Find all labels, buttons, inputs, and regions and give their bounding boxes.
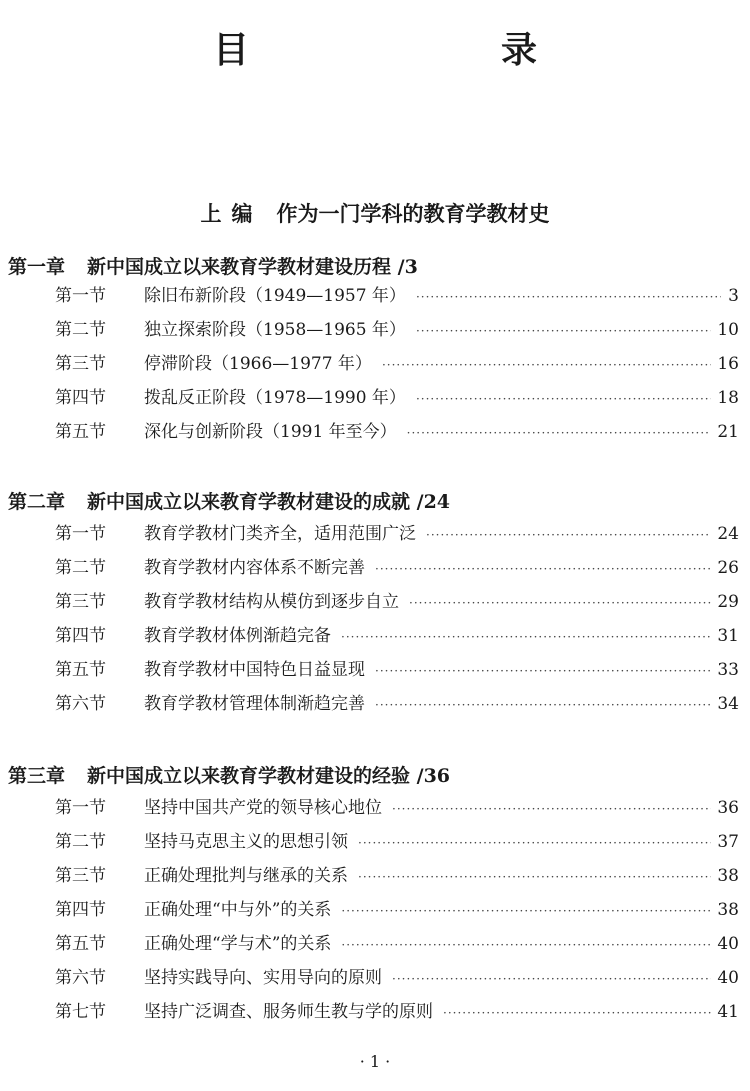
section-title: 坚持中国共产党的领导核心地位 bbox=[144, 798, 382, 818]
section-label: 第七节 bbox=[55, 1002, 106, 1022]
toc-entry[interactable] bbox=[55, 929, 739, 959]
section-title: 正确处理批判与继承的关系 bbox=[144, 866, 348, 886]
page-number: 41 bbox=[717, 1002, 739, 1022]
toc-entry[interactable] bbox=[55, 587, 739, 617]
section-title: 坚持广泛调查、服务师生教与学的原则 bbox=[144, 1002, 433, 1022]
toc-entry[interactable] bbox=[55, 793, 739, 823]
chapter-label: 第一章 bbox=[8, 256, 66, 278]
toc-entry[interactable] bbox=[55, 861, 739, 891]
toc-entry[interactable] bbox=[55, 281, 739, 311]
section-label: 第二节 bbox=[55, 832, 106, 852]
page-number: 36 bbox=[717, 798, 739, 818]
section-label: 第三节 bbox=[55, 592, 106, 612]
toc-entry[interactable] bbox=[55, 621, 739, 651]
dot-leader bbox=[392, 802, 711, 816]
section-title: 坚持马克思主义的思想引领 bbox=[144, 832, 348, 852]
section-title: 坚持实践导向、实用导向的原则 bbox=[144, 968, 382, 988]
page-number: 38 bbox=[717, 900, 739, 920]
section-label: 第三节 bbox=[55, 354, 106, 374]
section-title: 教育学教材管理体制渐趋完善 bbox=[144, 694, 365, 714]
page-number: 29 bbox=[717, 592, 739, 612]
toc-entry[interactable] bbox=[55, 963, 739, 993]
section-label: 第一节 bbox=[55, 524, 106, 544]
page-number: 24 bbox=[717, 524, 739, 544]
dot-leader bbox=[375, 698, 711, 712]
dot-leader bbox=[375, 562, 711, 576]
dot-leader bbox=[358, 836, 711, 850]
section-label: 第五节 bbox=[55, 422, 106, 442]
toc-entry[interactable] bbox=[55, 689, 739, 719]
section-label: 第一节 bbox=[55, 286, 106, 306]
chapter-heading[interactable] bbox=[8, 487, 450, 514]
dot-leader bbox=[416, 324, 711, 338]
section-label: 第四节 bbox=[55, 388, 106, 408]
dot-leader bbox=[416, 392, 711, 406]
page-number: 21 bbox=[717, 422, 739, 442]
section-title: 除旧布新阶段（1949—1957 年） bbox=[144, 286, 406, 306]
dot-leader bbox=[341, 938, 711, 952]
dot-leader bbox=[341, 904, 711, 918]
page-title: 目 录 bbox=[212, 29, 597, 71]
page-number: 18 bbox=[717, 388, 739, 408]
toc-entry[interactable] bbox=[55, 519, 739, 549]
section-title: 教育学教材门类齐全，适用范围广泛 bbox=[144, 524, 416, 544]
toc-entry[interactable] bbox=[55, 895, 739, 925]
page-number: 3 bbox=[728, 286, 739, 306]
page-number: 16 bbox=[717, 354, 739, 374]
section-label: 第二节 bbox=[55, 320, 106, 340]
chapter-title: 新中国成立以来教育学教材建设的成就 /24 bbox=[87, 491, 451, 513]
toc-entry[interactable] bbox=[55, 553, 739, 583]
dot-leader bbox=[409, 596, 711, 610]
section-label: 第一节 bbox=[55, 798, 106, 818]
chapter-label: 第三章 bbox=[8, 765, 66, 787]
chapter-heading[interactable] bbox=[8, 761, 450, 788]
chapter-title: 新中国成立以来教育学教材建设的经验 /36 bbox=[87, 765, 451, 787]
page-number: 10 bbox=[717, 320, 739, 340]
toc-entry[interactable] bbox=[55, 383, 739, 413]
dot-leader bbox=[375, 664, 711, 678]
section-label: 第三节 bbox=[55, 866, 106, 886]
dot-leader bbox=[392, 972, 711, 986]
chapter-title: 新中国成立以来教育学教材建设历程 /3 bbox=[87, 256, 418, 278]
section-title: 正确处理“中与外”的关系 bbox=[144, 900, 332, 920]
dot-leader bbox=[407, 426, 712, 440]
chapter-heading[interactable] bbox=[8, 252, 418, 279]
page-number: 31 bbox=[717, 626, 739, 646]
page-number: 37 bbox=[717, 832, 739, 852]
dot-leader bbox=[416, 290, 721, 304]
dot-leader bbox=[382, 358, 711, 372]
dot-leader bbox=[341, 630, 711, 644]
section-title: 独立探索阶段（1958—1965 年） bbox=[144, 320, 406, 340]
section-title: 深化与创新阶段（1991 年至今） bbox=[144, 422, 397, 442]
section-title: 停滞阶段（1966—1977 年） bbox=[144, 354, 372, 374]
section-title: 教育学教材体例渐趋完备 bbox=[144, 626, 331, 646]
section-title: 拨乱反正阶段（1978—1990 年） bbox=[144, 388, 406, 408]
section-title: 教育学教材内容体系不断完善 bbox=[144, 558, 365, 578]
section-title: 正确处理“学与术”的关系 bbox=[144, 934, 332, 954]
toc-entry[interactable] bbox=[55, 655, 739, 685]
page-number: 40 bbox=[717, 968, 739, 988]
toc-entry[interactable] bbox=[55, 417, 739, 447]
section-label: 第六节 bbox=[55, 968, 106, 988]
toc-entry[interactable] bbox=[55, 997, 739, 1027]
section-label: 第四节 bbox=[55, 626, 106, 646]
page-number: 38 bbox=[717, 866, 739, 886]
toc-entry[interactable] bbox=[55, 349, 739, 379]
section-title: 教育学教材中国特色日益显现 bbox=[144, 660, 365, 680]
page-number: 34 bbox=[717, 694, 739, 714]
page-number: 26 bbox=[717, 558, 739, 578]
section-title: 教育学教材结构从模仿到逐步自立 bbox=[144, 592, 399, 612]
dot-leader bbox=[443, 1006, 711, 1020]
footer-page-number: · 1 · bbox=[359, 1052, 391, 1071]
chapter-label: 第二章 bbox=[8, 491, 66, 513]
section-label: 第六节 bbox=[55, 694, 106, 714]
section-label: 第五节 bbox=[55, 660, 106, 680]
toc-entry[interactable] bbox=[55, 315, 739, 345]
section-label: 第四节 bbox=[55, 900, 106, 920]
section-label: 第五节 bbox=[55, 934, 106, 954]
toc-entry[interactable] bbox=[55, 827, 739, 857]
section-label: 第二节 bbox=[55, 558, 106, 578]
dot-leader bbox=[358, 870, 711, 884]
part-name: 编 bbox=[231, 201, 253, 226]
page-number: 33 bbox=[717, 660, 739, 680]
part-label: 上 bbox=[200, 201, 222, 226]
dot-leader bbox=[426, 528, 711, 542]
page-number: 40 bbox=[717, 934, 739, 954]
part-heading bbox=[0, 198, 750, 228]
part-title: 作为一门学科的教育学教材史 bbox=[276, 201, 550, 226]
